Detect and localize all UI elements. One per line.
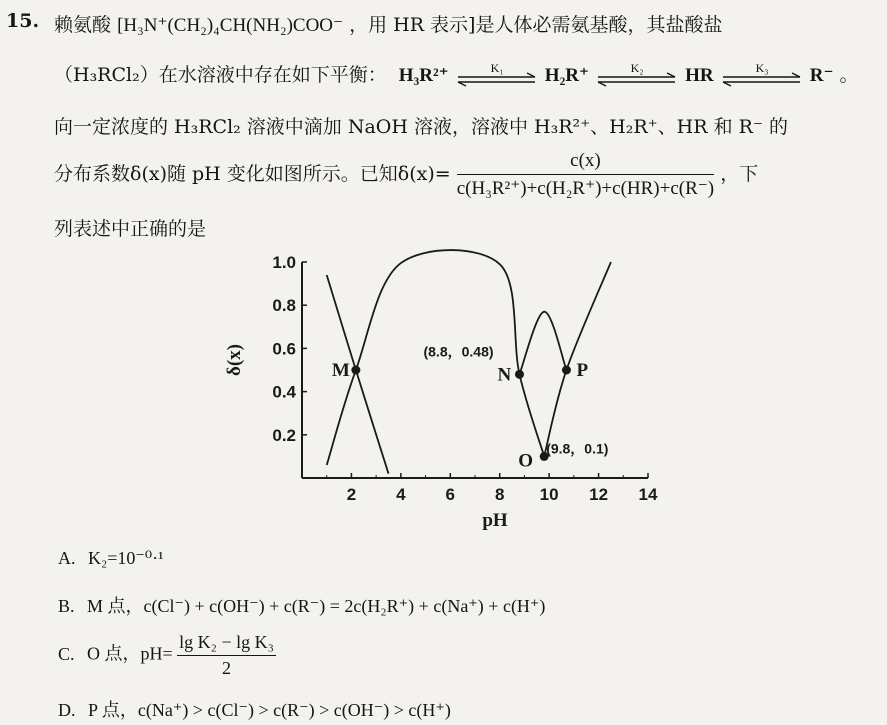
option-c[interactable]: [58, 632, 276, 679]
option-d-text: P 点，c(Na⁺) > c(Cl⁻) > c(R⁻) > c(OH⁻) > c(H⁺): [88, 700, 451, 720]
chart-axes: [224, 253, 658, 531]
option-a-text: K₂=10⁻⁰·¹: [88, 548, 164, 568]
y-axis-label: δ(x): [224, 343, 245, 377]
option-c-letter: C.: [58, 643, 75, 664]
option-b[interactable]: [58, 592, 545, 618]
option-a-letter: A.: [58, 548, 76, 568]
option-d[interactable]: [58, 696, 451, 722]
point-n: [515, 370, 524, 379]
option-c-frac-num: lg K₂ − lg K₃: [177, 632, 276, 656]
distribution-chart: [224, 240, 670, 531]
y-tick-label: 0.4: [272, 382, 296, 402]
distribution-fraction: [457, 150, 714, 200]
x-tick-label: 4: [396, 485, 406, 504]
question-line-3: 向一定浓度的 H₃RCl₂ 溶液中滴加 NaOH 溶液，溶液中 H₃R²⁺、H₂R⁺、HR 和 R⁻ 的: [54, 116, 789, 138]
eq-constant-k1: K₁: [490, 61, 504, 75]
eq-end: 。: [839, 64, 859, 86]
chart-points: [332, 343, 609, 471]
eq-species-2: HR: [685, 65, 714, 86]
point-p: [562, 366, 571, 375]
fraction-denominator: c(H₃R²⁺)+c(H₂R⁺)+c(HR)+c(R⁻): [456, 178, 715, 199]
eq-species-3: R⁻: [809, 65, 834, 86]
fraction-numerator: c(x): [457, 150, 714, 175]
option-a[interactable]: [58, 548, 164, 569]
equilibrium-arrow-icon: [720, 63, 804, 89]
question-line-5: 列表述中正确的是: [54, 218, 207, 240]
equilibrium-arrow-icon: [595, 63, 679, 89]
option-b-text: M 点，c(Cl⁻) + c(OH⁻) + c(R⁻) = 2c(H₂R⁺) + c(Na⁺) + c(H⁺): [87, 596, 546, 616]
x-tick-label: 12: [589, 485, 609, 504]
x-tick-label: 10: [539, 485, 559, 504]
x-tick-label: 6: [445, 485, 456, 504]
eq-species-1: H₂R⁺: [544, 65, 590, 86]
y-tick-label: 0.8: [272, 296, 296, 316]
question-line-1: [54, 10, 722, 37]
option-c-text: O 点，pH=: [87, 643, 173, 664]
y-tick-label: 0.2: [272, 425, 296, 445]
eq-constant-k3: K₃: [755, 61, 769, 75]
y-tick-label: 1.0: [272, 253, 296, 272]
option-c-frac-den: 2: [222, 658, 232, 678]
distribution-curve-3: [519, 312, 566, 375]
question-line-4: [54, 150, 758, 200]
question-number: 15.: [6, 10, 40, 32]
option-b-letter: B.: [58, 596, 75, 616]
lysine-formula: [H₃N⁺(CH₂)₄CH(NH₂)COO⁻: [117, 15, 344, 36]
line2-text: （H₃RCl₂）在水溶液中存在如下平衡：: [54, 64, 387, 86]
point-label-m: M: [331, 360, 350, 381]
x-tick-label: 2: [346, 485, 357, 504]
question-line-2: [54, 60, 859, 89]
x-tick-label: 8: [494, 485, 505, 504]
line1-text-a: 赖氨酸: [54, 14, 112, 36]
option-d-letter: D.: [58, 700, 76, 720]
eq-constant-k2: K₂: [630, 61, 644, 75]
line4-end: ，下: [720, 163, 759, 185]
point-label-o: O: [518, 450, 533, 472]
x-tick-label: 14: [638, 485, 658, 504]
point-m: [351, 366, 360, 375]
eq-species-0: H₃R²⁺: [398, 65, 449, 86]
line4-text: 分布系数δ(x)随 pH 变化如图所示。已知δ(x)=: [54, 163, 451, 185]
point-annotation-n: (8.8，0.48): [423, 343, 494, 360]
option-c-fraction: [177, 632, 276, 679]
equilibrium-arrow-icon: [455, 63, 539, 89]
point-annotation-o: (9.8，0.1): [546, 440, 609, 457]
line1-text-b: ，用 HR 表示]是人体必需氨基酸，其盐酸盐: [349, 14, 723, 36]
y-tick-label: 0.6: [272, 339, 296, 359]
x-axis-label: pH: [482, 510, 508, 531]
point-label-p: P: [576, 360, 589, 381]
point-label-n: N: [497, 364, 512, 386]
